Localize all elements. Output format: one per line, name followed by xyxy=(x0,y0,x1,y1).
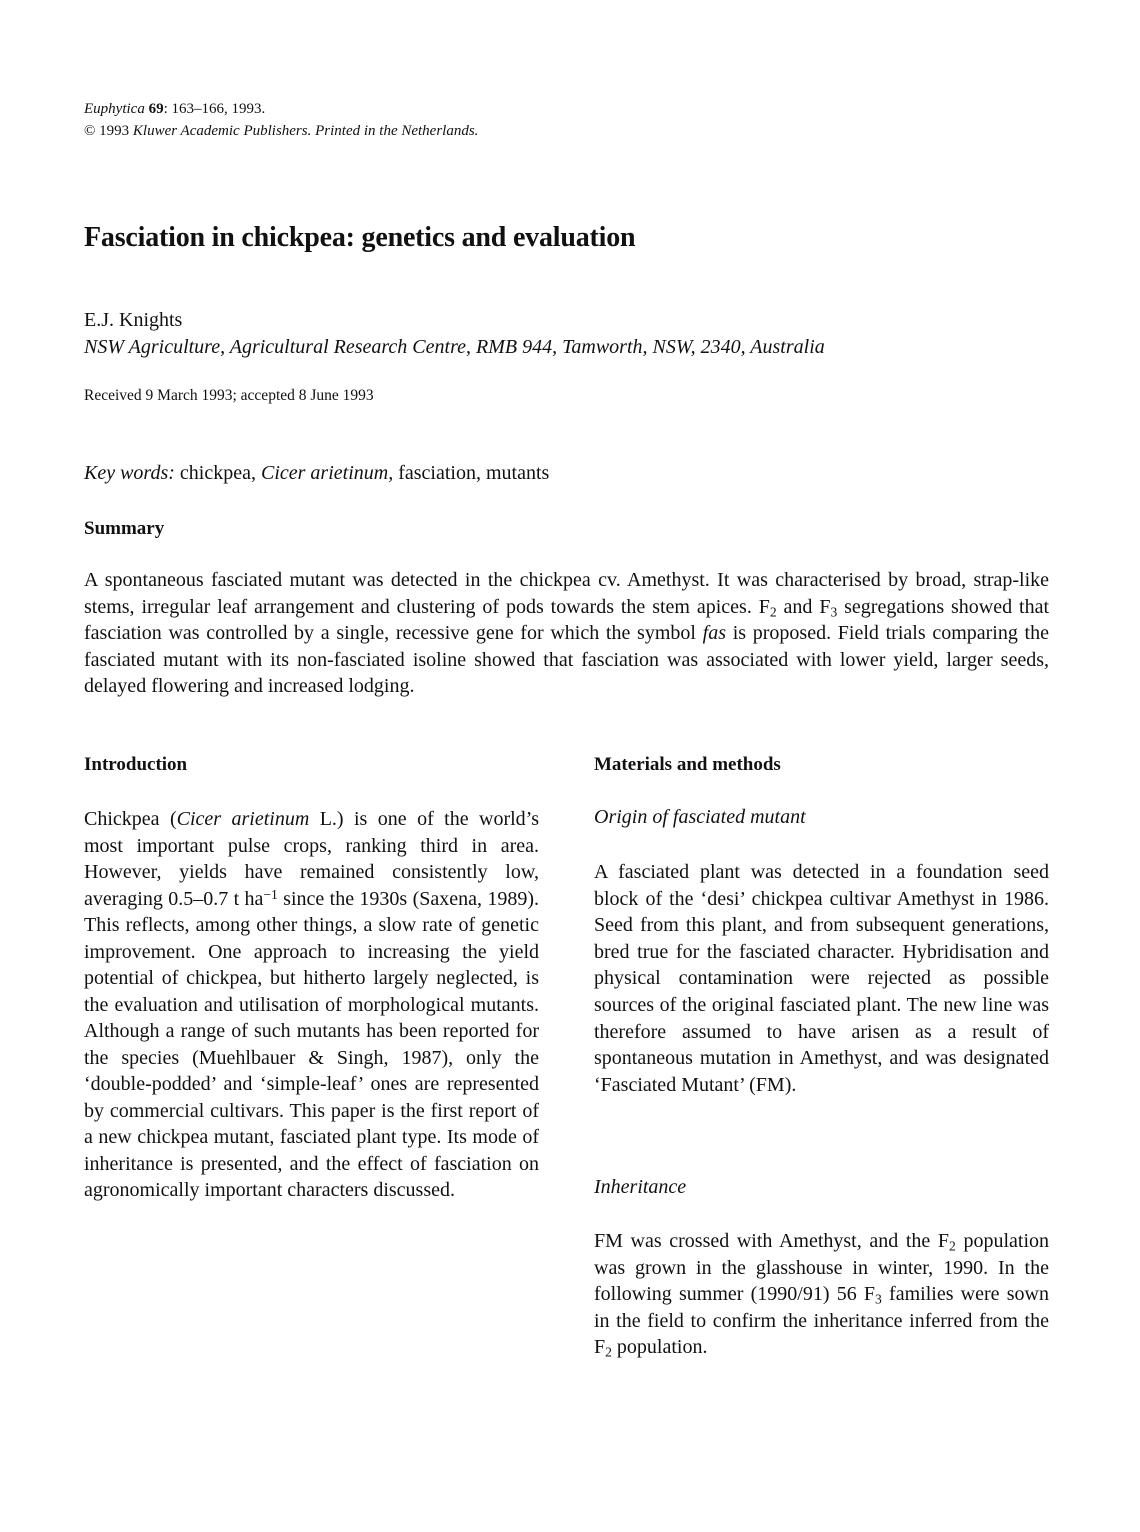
keyword-2: Cicer arietinum, xyxy=(261,462,394,484)
inheritance-subheading: Inheritance xyxy=(594,1176,687,1198)
copyright-line xyxy=(84,120,478,142)
keywords-label: Key words: xyxy=(84,462,175,484)
copyright-year: © 1993 xyxy=(84,123,130,139)
inheritance-paragraph: FM was crossed with Amethyst, and the $F_2$ population was grown in the glasshouse in winter, 1990. In the following summer (1990/91) 56 $F_3$ families were sown in the field to confirm the inheritance inferred from the $F_2$ population. xyxy=(594,1230,1049,1360)
author-affiliation: NSW Agriculture, Agricultural Research Centre, RMB 944, Tamworth, NSW, 2340, Australia xyxy=(84,336,825,358)
materials-methods-heading: Materials and methods xyxy=(594,754,781,775)
summary-heading: Summary xyxy=(84,518,165,539)
introduction-paragraph: Chickpea (Cicer arietinum L.) is one of the world’s most important pulse crops, ranking third in area. However, yields have remained consistently low, averaging 0.5–0.7 t $ha^{-1}$ since the 1930s (Saxena, 1989). This reflects, among other things, a slow rate of genetic improvement. One approach to increasing the yield potential of chickpea, but hitherto largely neglected, is the evaluation and utilisation of morphological mutants. Although a range of such mutants has been reported for the species (Muehlbauer & Singh, 1987), only the ‘double-podded’ and ‘simple-leaf’ ones are represented by commercial cultivars. This paper is the first report of a new chickpea mutant, fasciated plant type. Its mode of inheritance is presented, and the effect of fasciation on agronomically important characters discussed. xyxy=(84,808,540,1201)
summary-paragraph: A spontaneous fasciated mutant was detected in the chickpea cv. Amethyst. It was characterised by broad, strap-like stems, irregular leaf arrangement and clustering of pods towards the stem apices. $F_2$ and $F_3$ segregations showed that fasciation was controlled by a single, recessive gene for which the symbol fas is proposed. Field trials comparing the fasciated mutant with its non-fasciated isoline showed that fasciation was associated with lower yield, larger seeds, delayed flowering and increased lodging. xyxy=(84,569,1049,698)
author-name: E.J. Knights xyxy=(84,309,183,331)
keyword-3: fasciation, mutants xyxy=(398,462,550,484)
journal-name: Euphytica xyxy=(84,101,145,117)
keywords-line xyxy=(84,462,549,485)
journal-citation xyxy=(84,98,478,142)
origin-paragraph: A fasciated plant was detected in a foundation seed block of the ‘desi’ chickpea cultivar Amethyst in 1986. Seed from this plant, and from subsequent generations, bred true for the fasciated character. Hybridisation and physical contamination were rejected as possible sources of the original fasciated plant. The new line was therefore assumed to have arisen as a result of spontaneous mutation in Amethyst, and was designated ‘Fasciated Mutant’ (FM). xyxy=(594,861,1049,1096)
introduction-heading: Introduction xyxy=(84,754,188,775)
citation-line xyxy=(84,98,478,120)
journal-pages: : 163–166, 1993. xyxy=(163,101,266,117)
received-dates: Received 9 March 1993; accepted 8 June 1993 xyxy=(84,387,374,404)
article-title: Fasciation in chickpea: genetics and evaluation xyxy=(84,222,636,253)
origin-subheading: Origin of fasciated mutant xyxy=(594,806,806,828)
keyword-1: chickpea, xyxy=(179,462,256,484)
publisher-line: Kluwer Academic Publishers. Printed in the Netherlands. xyxy=(132,123,479,139)
journal-volume: 69 xyxy=(148,101,164,117)
